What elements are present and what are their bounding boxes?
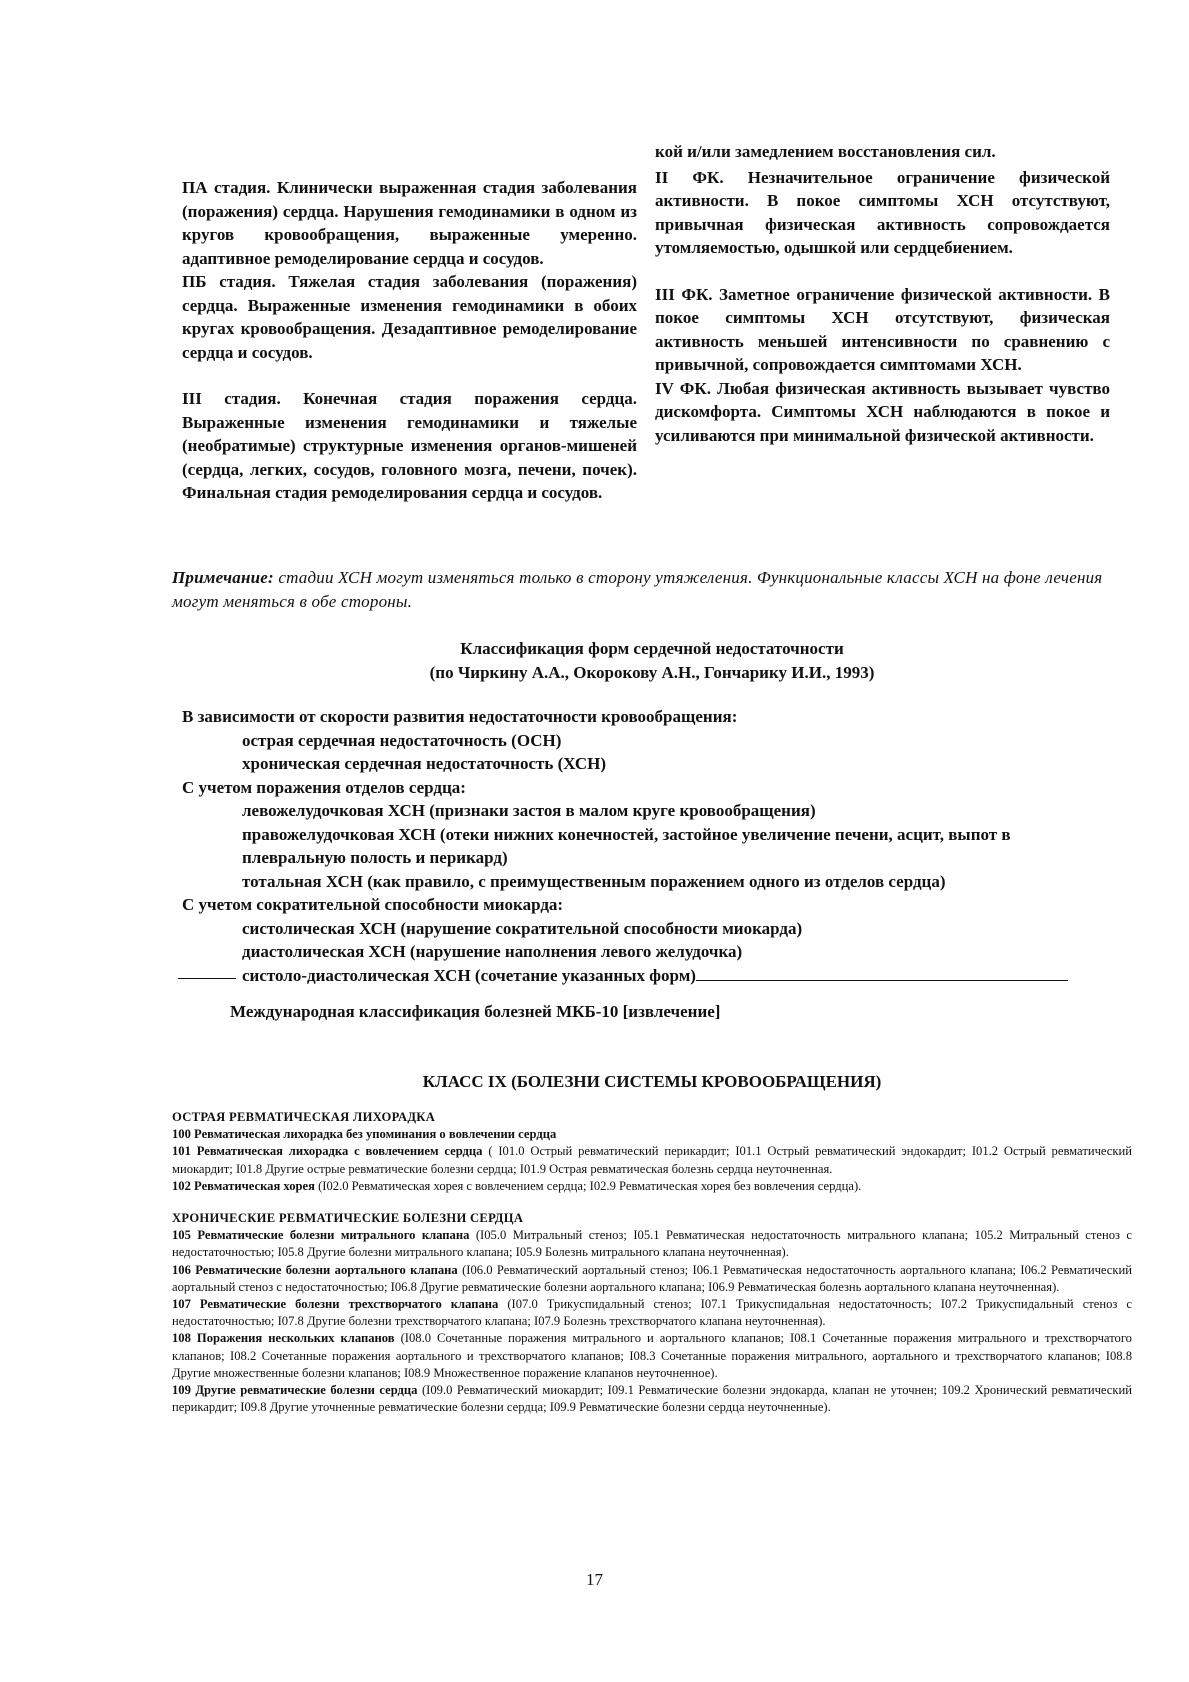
group-heading-departments: С учетом поражения отделов сердца: xyxy=(182,777,466,797)
section-heading: ОСТРАЯ РЕВМАТИЧЕСКАЯ ЛИХОРАДКА xyxy=(172,1110,436,1124)
icd-entry xyxy=(172,1330,1132,1382)
page-number: 17 xyxy=(586,1570,603,1589)
icd-entry-title: 108 Поражения нескольких клапанов xyxy=(172,1331,395,1346)
form-item: систолическая ХСН (нарушение сократительной способности миокарда) xyxy=(242,918,803,938)
icd-entry xyxy=(172,1262,1132,1296)
underline-right xyxy=(696,966,1068,981)
icd-entry xyxy=(172,1126,1132,1143)
classification-title-line1: Классификация форм сердечной недостаточности xyxy=(460,639,844,658)
fk-3-paragraph: III ФК. Заметное ограничение физической активности. В покое симптомы ХСН отсутствуют, физическая активность меньшей интенсивности по сравнению с привычной, сопровождается симптомами ХСН. xyxy=(655,284,1110,374)
icd-entry-text: (I06.0 Ревматический аортальный стеноз; I06.1 Ревматическая недостаточность аортального клапана; I06.2 Ревматический аортальный стеноз с недостаточностью; I06.8 Другие ревматические болезни аортального клапана; I06.9 Ревматическая болезнь аортального клапана неуточненная). xyxy=(172,1262,1132,1294)
fk-4-paragraph: IV ФК. Любая физическая активность вызывает чувство дискомфорта. Симптомы ХСН наблюдаются в покое и усиливаются при минимальной физической активности. xyxy=(655,378,1110,445)
note-paragraph xyxy=(172,566,1132,614)
icd-entry xyxy=(172,1143,1132,1177)
form-item: тотальная ХСН (как правило, с преимущественным поражением одного из отделов сердца) xyxy=(242,871,946,891)
icd-entry-title: 102 Ревматическая хорея xyxy=(172,1178,315,1193)
classification-title xyxy=(172,637,1132,685)
icd-entry xyxy=(172,1382,1132,1416)
form-item: острая сердечная недостаточность (ОСН) xyxy=(242,730,562,750)
note-text: стадии ХСН могут изменяться только в сторону утяжеления. Функциональные классы ХСН на фоне лечения могут меняться в обе стороны. xyxy=(172,568,1103,611)
icd-entry-title: 107 Ревматические болезни трехстворчатого клапана xyxy=(172,1297,499,1312)
icd-entry xyxy=(172,1296,1132,1330)
group-heading-contractility: С учетом сократительной способности миокарда: xyxy=(182,895,564,914)
form-item-last xyxy=(242,964,1112,988)
icd-entry-text: (I09.0 Ревматический миокардит; I09.1 Ревматические болезни эндокарда, клапан не уточнен; 109.2 Хронический ревматический перикардит; I09.8 Другие уточненные ревматические болезни сердца; I09.9 Ревматические болезни сердца неуточненные). xyxy=(172,1383,1132,1415)
form-item: правожелудочковая ХСН (отеки нижних конечностей, застойное увеличение печени, асцит, выпот в плевральную полость и перикард) xyxy=(242,824,1011,867)
form-item: диастолическая ХСН (нарушение наполнения левого желудочка) xyxy=(242,942,743,961)
icd-entry-title: 105 Ревматические болезни митрального клапана xyxy=(172,1228,470,1243)
icd-entry xyxy=(172,1178,1132,1195)
section-heading: ХРОНИЧЕСКИЕ РЕВМАТИЧЕСКИЕ БОЛЕЗНИ СЕРДЦА xyxy=(172,1211,524,1226)
icd-entry-title: 109 Другие ревматические болезни сердца xyxy=(172,1383,418,1398)
form-item-text: систоло-диастолическая ХСН (сочетание указанных форм) xyxy=(242,965,696,985)
icd-entry-title: 106 Ревматические болезни аортального клапана xyxy=(172,1262,458,1277)
icd-entry-title: 101 Ревматическая лихорадка с вовлечением сердца xyxy=(172,1144,483,1159)
right-column xyxy=(655,140,1110,447)
icd-list xyxy=(172,1109,1132,1416)
icd-heading: Международная классификация болезней МКБ-10 [извлечение] xyxy=(230,1002,721,1021)
left-column xyxy=(182,176,637,505)
icd-entry-text: (I08.0 Сочетанные поражения митрального и аортального клапанов; I08.1 Сочетанные поражения митрального и трехстворчатого клапанов; I08.2 Сочетанные поражения аортального и трехстворчатого клапанов; I08.3 Сочетанные поражения митрального, аортального и трехстворчатого клапанов; I08.8 Другие множественные болезни клапанов; I08.9 Множественное поражение клапанов неуточненное). xyxy=(172,1331,1132,1380)
icd-entry-text: (I02.0 Ревматическая хорея с вовлечением сердца; I02.9 Ревматическая хорея без вовлечения сердца). xyxy=(314,1178,862,1193)
form-item: хроническая сердечная недостаточность (ХСН) xyxy=(242,754,607,773)
icd-entry-title: 100 Ревматическая лихорадка без упоминания о вовлечении сердца xyxy=(172,1127,557,1142)
fk-2-paragraph: II ФК. Незначительное ограничение физической активности. В покое симптомы ХСН отсутствуют, привычная физическая активность сопровождается утомляемостью, одышкой или сердцебиением. xyxy=(655,167,1110,257)
stage-2a-paragraph: ПА стадия. Клинически выраженная стадия заболевания (поражения) сердца. Нарушения гемодинамики в одном из кругов кровообращения, выраженные умеренно. адаптивное ремоделирование сердца и сосудов. xyxy=(182,178,637,268)
forms-list xyxy=(182,705,1112,987)
icd-entry-text: (I07.0 Трикуспидальный стеноз; I07.1 Трикуспидальная недостаточность; I07.2 Трикуспидальный стеноз с недостаточностью; I07.8 Другие болезни трехстворчатого клапана; I07.9 Болезнь трехстворчатого клапана неуточненная). xyxy=(172,1297,1132,1329)
icd-entry xyxy=(172,1227,1132,1261)
form-item: левожелудочковая ХСН (признаки застоя в малом круге кровообращения) xyxy=(242,801,816,820)
group-heading-speed: В зависимости от скорости развития недостаточности кровообращения: xyxy=(182,707,738,726)
note-label: Примечание: xyxy=(172,568,274,587)
two-column-section xyxy=(182,140,1110,550)
stage-3-paragraph: III стадия. Конечная стадия поражения сердца. Выраженные изменения гемодинамики и тяжелые (необратимые) структурные изменения органов-мишеней (сердца, легких, сосудов, головного мозга, печени, почек). Финальная стадия ремоделирования сердца и сосудов. xyxy=(182,389,637,502)
classification-title-line2: (по Чиркину А.А., Окорокову А.Н., Гончарику И.И., 1993) xyxy=(429,663,875,682)
stage-2b-paragraph: ПБ стадия. Тяжелая стадия заболевания (поражения) сердца. Выраженные изменения гемодинамики в обоих кругах кровообращения. Дезадаптивное ремоделирование сердца и сосудов. xyxy=(182,272,637,362)
underline-left xyxy=(178,964,236,979)
continuation-line: кой и/или замедлением восстановления сил. xyxy=(655,142,996,161)
icd-entry-text: ( I01.0 Острый ревматический перикардит; I01.1 Острый ревматический эндокардит; I01.2 Острый ревматический миокардит; I01.8 Другие острые ревматические болезни сердца; I01.9 Острая ревматическая болезнь сердца неуточненная. xyxy=(172,1144,1132,1176)
icd-entry-text: (I05.0 Митральный стеноз; I05.1 Ревматическая недостаточность митрального клапана; 105.2 Митральный стеноз с недостаточностью; I05.8 Другие болезни митрального клапана; I05.9 Болезнь митрального клапана неуточненная). xyxy=(172,1228,1132,1260)
class-heading: КЛАСС IX (БОЛЕЗНИ СИСТЕМЫ КРОВООБРАЩЕНИЯ) xyxy=(422,1072,882,1091)
